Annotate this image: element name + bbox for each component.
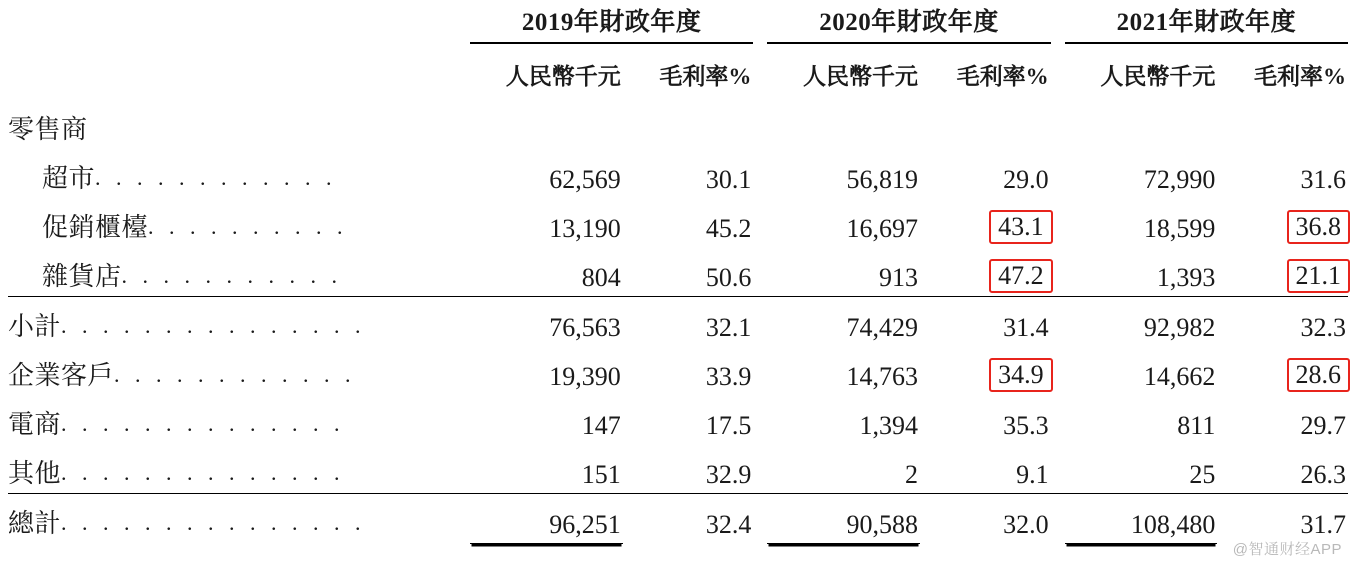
row-label xyxy=(8,198,470,247)
unit-header-amount-2019: 人民幣千元 xyxy=(505,64,621,89)
cell-amount-2019: 19,390 xyxy=(549,362,621,391)
cell-margin-2020 xyxy=(920,247,1051,297)
cell-margin-2021: 29.7 xyxy=(1300,411,1346,440)
row-label xyxy=(8,149,470,198)
cell-amount-2020: 56,819 xyxy=(846,165,919,194)
table-row xyxy=(8,198,1348,247)
highlighted-value: 36.8 xyxy=(1287,210,1351,244)
column-gap xyxy=(753,247,767,297)
row-label-text: 超市 xyxy=(42,164,96,193)
row-label xyxy=(8,395,470,444)
header-gap-1 xyxy=(753,0,767,43)
column-gap xyxy=(753,198,767,247)
leader-dots: . . . . . . . . . . . . . . . xyxy=(61,510,366,535)
table-row xyxy=(8,149,1348,198)
highlighted-value: 28.6 xyxy=(1287,358,1351,392)
column-gap xyxy=(1051,198,1065,247)
highlighted-value: 47.2 xyxy=(989,259,1053,293)
column-gap xyxy=(1051,97,1065,149)
leader-dots: . . . . . . . . . . . . xyxy=(114,362,356,387)
year-header-2020: 2020年財政年度 xyxy=(767,0,1050,43)
cell-margin-2019: 30.1 xyxy=(705,165,752,194)
column-gap xyxy=(753,346,767,395)
row-label xyxy=(8,97,470,149)
cell-margin-2020: 35.3 xyxy=(1003,411,1049,440)
year-header-2021: 2021年財政年度 xyxy=(1065,0,1348,43)
row-label-text: 企業客戶 xyxy=(8,361,115,390)
cell-amount-2021: 811 xyxy=(1177,411,1216,440)
cell-margin-2020 xyxy=(920,198,1051,247)
table-row xyxy=(8,97,1348,149)
row-label-text: 小計 xyxy=(8,312,62,341)
header-gap-2 xyxy=(1051,0,1065,43)
cell-amount-2020 xyxy=(767,97,920,149)
unit-gap-2 xyxy=(1051,43,1065,97)
row-label xyxy=(8,247,470,297)
cell-margin-2021: 32.3 xyxy=(1217,297,1348,347)
cell-amount-2020: 90,588 xyxy=(767,494,920,544)
row-label-text: 電商 xyxy=(8,410,62,439)
year-header-row xyxy=(8,0,1348,43)
cell-amount-2020: 2 xyxy=(905,460,919,489)
table-row xyxy=(8,395,1348,444)
cell-margin-2019 xyxy=(623,97,754,149)
cell-amount-2020: 16,697 xyxy=(846,214,919,243)
column-gap xyxy=(1051,346,1065,395)
column-gap xyxy=(753,395,767,444)
cell-margin-2019: 50.6 xyxy=(705,263,752,292)
leader-dots: . . . . . . . . . . . . . . xyxy=(61,411,345,436)
cell-amount-2019: 62,569 xyxy=(549,165,621,194)
row-label-text: 雜貨店 xyxy=(42,262,122,291)
column-gap xyxy=(753,444,767,494)
column-gap xyxy=(753,149,767,198)
cell-margin-2020 xyxy=(920,346,1051,395)
year-header-2019: 2019年財政年度 xyxy=(470,0,753,43)
leader-dots: . . . . . . . . . . . . xyxy=(95,165,337,190)
gross-margin-table xyxy=(8,0,1348,544)
cell-amount-2021: 14,662 xyxy=(1143,362,1216,391)
unit-header-margin-2020: 毛利率% xyxy=(956,64,1049,89)
row-label-text: 促銷櫃檯 xyxy=(42,213,149,242)
cell-margin-2019: 17.5 xyxy=(705,411,752,440)
table-row xyxy=(8,346,1348,395)
cell-amount-2021 xyxy=(1065,97,1218,149)
column-gap xyxy=(1051,149,1065,198)
table-row xyxy=(8,494,1348,544)
cell-amount-2020: 1,394 xyxy=(859,411,919,440)
row-label xyxy=(8,346,470,395)
cell-margin-2020: 9.1 xyxy=(1016,460,1049,489)
cell-margin-2019: 32.9 xyxy=(705,460,752,489)
cell-margin-2020: 29.0 xyxy=(1003,165,1049,194)
cell-amount-2021: 18,599 xyxy=(1143,214,1216,243)
unit-header-amount-2021: 人民幣千元 xyxy=(1100,64,1216,89)
row-label xyxy=(8,297,470,347)
cell-amount-2019: 151 xyxy=(581,460,621,489)
watermark: @智通财经APP xyxy=(1232,541,1342,558)
cell-amount-2020: 74,429 xyxy=(767,297,920,347)
cell-margin-2020 xyxy=(920,97,1051,149)
leader-dots: . . . . . . . . . . . . . . xyxy=(61,460,345,485)
highlighted-value: 43.1 xyxy=(989,210,1053,244)
cell-amount-2021: 72,990 xyxy=(1143,165,1216,194)
table-row xyxy=(8,297,1348,347)
cell-margin-2019: 45.2 xyxy=(705,214,752,243)
cell-margin-2019: 33.9 xyxy=(705,362,752,391)
leader-dots: . . . . . . . . . . xyxy=(148,214,348,239)
column-gap xyxy=(1051,494,1065,544)
column-gap xyxy=(1051,444,1065,494)
cell-amount-2021: 1,393 xyxy=(1156,263,1216,292)
cell-amount-2019: 804 xyxy=(581,263,621,292)
column-gap xyxy=(1051,247,1065,297)
highlighted-value: 34.9 xyxy=(989,358,1053,392)
cell-margin-2021 xyxy=(1217,346,1348,395)
cell-amount-2021: 108,480 xyxy=(1065,494,1218,544)
unit-header-spacer xyxy=(8,43,470,97)
header-spacer xyxy=(8,0,470,43)
cell-margin-2021: 31.7 xyxy=(1217,494,1348,544)
table-body xyxy=(8,97,1348,543)
table-row xyxy=(8,247,1348,297)
cell-margin-2019: 32.1 xyxy=(623,297,754,347)
unit-header-row xyxy=(8,43,1348,97)
cell-margin-2019: 32.4 xyxy=(623,494,754,544)
leader-dots: . . . . . . . . . . . xyxy=(121,263,343,288)
cell-margin-2021 xyxy=(1217,247,1348,297)
unit-header-margin-2021: 毛利率% xyxy=(1254,64,1346,89)
table-row xyxy=(8,444,1348,494)
cell-margin-2021 xyxy=(1217,198,1348,247)
cell-margin-2020: 31.4 xyxy=(920,297,1051,347)
cell-amount-2019 xyxy=(470,97,623,149)
cell-amount-2019: 76,563 xyxy=(470,297,623,347)
row-label-text: 零售商 xyxy=(8,115,88,144)
row-label-text: 其他 xyxy=(8,459,62,488)
cell-amount-2019: 13,190 xyxy=(549,214,621,243)
column-gap xyxy=(753,494,767,544)
cell-margin-2021: 26.3 xyxy=(1300,460,1346,489)
cell-amount-2021: 92,982 xyxy=(1065,297,1218,347)
leader-dots: . . . . . . . . . . . . . . . xyxy=(61,313,366,338)
row-label xyxy=(8,494,470,544)
cell-margin-2021: 31.6 xyxy=(1300,165,1346,194)
row-label xyxy=(8,444,470,494)
column-gap xyxy=(1051,395,1065,444)
unit-gap-1 xyxy=(753,43,767,97)
cell-amount-2020: 14,763 xyxy=(846,362,919,391)
cell-amount-2019: 96,251 xyxy=(470,494,623,544)
highlighted-value: 21.1 xyxy=(1287,259,1351,293)
column-gap xyxy=(753,297,767,347)
cell-margin-2020: 32.0 xyxy=(920,494,1051,544)
unit-header-margin-2019: 毛利率% xyxy=(659,64,752,89)
column-gap xyxy=(753,97,767,149)
column-gap xyxy=(1051,297,1065,347)
cell-amount-2019: 147 xyxy=(581,411,621,440)
unit-header-amount-2020: 人民幣千元 xyxy=(803,64,919,89)
row-label-text: 總計 xyxy=(8,509,62,538)
cell-amount-2020: 913 xyxy=(879,263,919,292)
cell-margin-2021 xyxy=(1217,97,1348,149)
cell-amount-2021: 25 xyxy=(1189,460,1216,489)
